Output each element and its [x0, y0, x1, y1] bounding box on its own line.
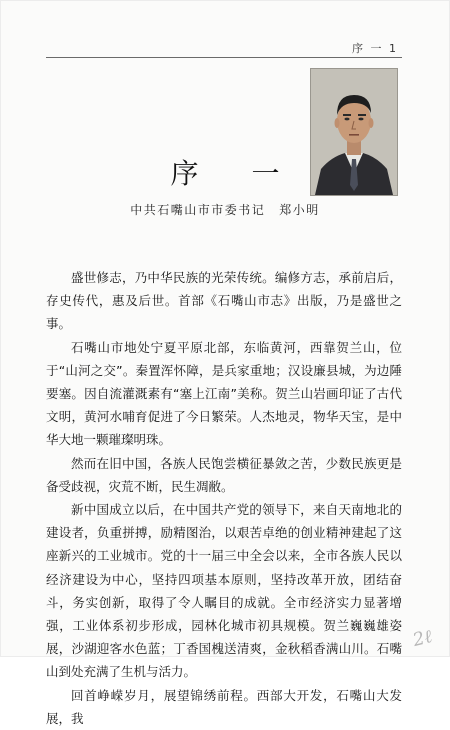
- handwritten-page-mark: 2ℓ: [410, 626, 435, 651]
- paragraph: 新中国成立以后，在中国共产党的领导下，来自天南地北的建设者，负重拼搏，励精图治，以艰苦卓绝的创业精神建起了这座新兴的工业城市。党的十一届三中全会以来，全市各族人民以经济建设为中心，坚持四项基本原则，坚持改革开放，团结奋斗，务实创新，取得了令人瞩目的成就。全市经济实力显著增强，工业体系初步形成，园林化城市初具规模。贺兰巍巍雄姿展，沙湖迎客水色蓝；丁香国槐送清爽，金秋稻香满山川。石嘴山到处充满了生机与活力。: [46, 502, 402, 680]
- paragraph: 石嘴山市地处宁夏平原北部，东临黄河，西靠贺兰山，位于“山河之交”。秦置浑怀障，是兵家重地；汉设廉县城，为边陲要塞。因自流灌溉素有“塞上江南”美称。贺兰山岩画印证了古代文明，黄河水哺育促进了今日繁荣。人杰地灵，物华天宝，是中华大地一颗璀璨明珠。: [46, 339, 402, 448]
- paragraph: 然而在旧中国，各族人民饱尝横征暴敛之苦，少数民族更是备受歧视，灾荒不断，民生凋敝。: [46, 455, 402, 494]
- header-rule: [46, 57, 402, 58]
- preface-title: 序 一: [170, 157, 302, 190]
- author-position: 中共石嘴山市市委书记: [130, 203, 266, 217]
- author-name: 郑小明: [279, 203, 320, 217]
- running-head: 序 一 1: [352, 42, 398, 55]
- preface-body: [46, 266, 402, 730]
- paragraph: 回首峥嵘岁月，展望锦绣前程。西部大开发，石嘴山大发展，我: [46, 687, 402, 726]
- author-line: [0, 201, 450, 218]
- paragraph: 盛世修志，乃中华民族的光荣传统。编修方志，承前启后，存史传代，惠及后世。首部《石嘴山市志》出版，乃是盛世之事。: [46, 270, 402, 332]
